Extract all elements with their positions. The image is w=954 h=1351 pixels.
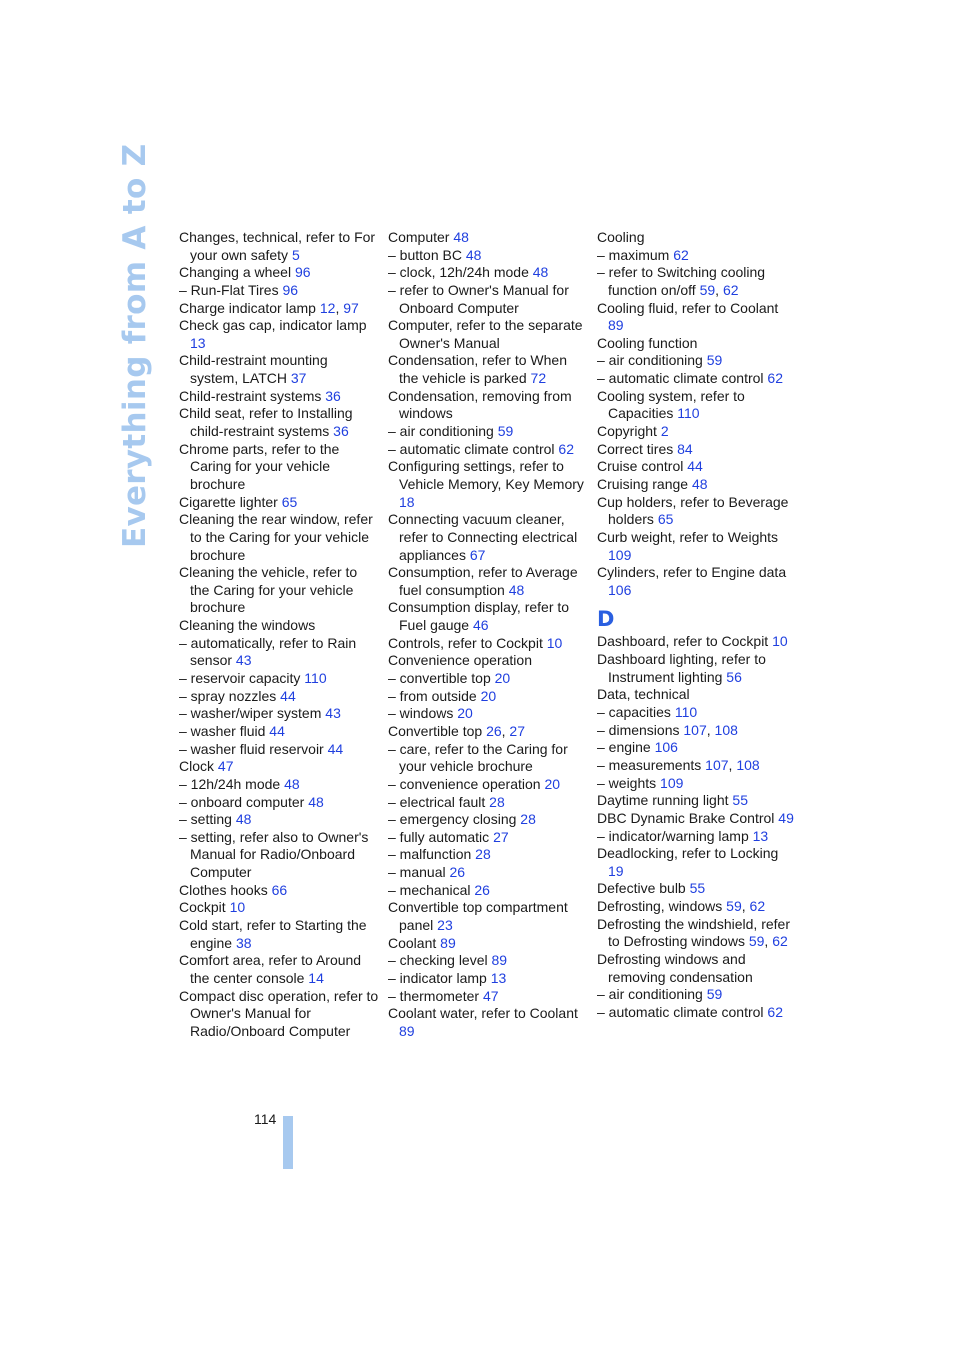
- page-reference-link[interactable]: 59: [748, 933, 765, 950]
- page-reference-link[interactable]: 10: [546, 634, 563, 651]
- page-reference-link[interactable]: 107: [705, 756, 729, 773]
- page-reference-link[interactable]: 20: [494, 670, 511, 687]
- index-entry: [597, 951, 797, 986]
- page-reference-link[interactable]: 19: [608, 862, 624, 879]
- index-subentry: [388, 282, 588, 317]
- index-entry: [597, 423, 797, 441]
- index-subentry: [388, 670, 588, 688]
- index-subentry: [179, 723, 379, 741]
- page-reference-link[interactable]: 89: [399, 1022, 415, 1039]
- entry-text: – Run-Flat Tires: [179, 281, 283, 298]
- entry-text: Convertible top: [388, 722, 487, 739]
- entry-text: Comfort area, refer to Around the center console: [179, 952, 362, 986]
- index-entry: [388, 935, 588, 953]
- index-subentry: [388, 705, 588, 723]
- entry-text: Connecting vacuum cleaner, refer to Connecting electrical appliances: [388, 511, 578, 563]
- entry-text: Compact disc operation, refer to Owner's Manual for Radio/Onboard Computer: [179, 987, 379, 1039]
- entry-text: – maximum: [597, 246, 674, 263]
- index-subentry: [388, 741, 588, 776]
- entry-text: – automatic climate control: [597, 1003, 768, 1020]
- page-reference-link[interactable]: 48: [465, 246, 482, 263]
- index-subentry: [597, 828, 797, 846]
- index-entry: [179, 564, 379, 617]
- entry-text: – indicator/warning lamp: [597, 827, 753, 844]
- index-subentry: [179, 635, 379, 670]
- entry-text: – thermometer: [388, 987, 483, 1004]
- reference-separator: ,: [501, 722, 510, 739]
- entry-text: Cigarette lighter: [179, 493, 282, 510]
- index-entry: [597, 458, 797, 476]
- index-subentry: [388, 864, 588, 882]
- entry-text: Controls, refer to Cockpit: [388, 634, 547, 651]
- index-entry: [388, 388, 588, 423]
- entry-text: Deadlocking, refer to Locking: [597, 845, 779, 862]
- index-entry: [597, 529, 797, 564]
- entry-text: – fully automatic: [388, 828, 494, 845]
- entry-text: – automatic climate control: [597, 370, 768, 387]
- page-reference-link[interactable]: 2: [660, 423, 669, 440]
- entry-text: Consumption display, refer to Fuel gauge: [388, 599, 570, 634]
- index-subentry: [179, 670, 379, 688]
- entry-text: – convenience operation: [388, 775, 545, 792]
- page-reference-link[interactable]: 36: [333, 423, 349, 440]
- index-entry: [597, 810, 797, 828]
- page-reference-link[interactable]: 106: [654, 739, 678, 756]
- entry-text: Child seat, refer to Installing child-restraint systems: [179, 405, 353, 440]
- entry-text: Daytime running light: [597, 792, 733, 809]
- entry-text: – windows: [388, 705, 458, 722]
- index-entry: [388, 352, 588, 387]
- page-reference-link[interactable]: 36: [325, 387, 341, 404]
- page-reference-link[interactable]: 107: [683, 721, 707, 738]
- page-reference-link[interactable]: 48: [453, 229, 469, 245]
- page-reference-link[interactable]: 48: [532, 264, 549, 281]
- index-subentry: [179, 741, 379, 759]
- index-subentry: [388, 988, 588, 1006]
- index-entry: [597, 494, 797, 529]
- entry-text: Correct tires: [597, 440, 678, 457]
- page-reference-link[interactable]: 96: [282, 281, 299, 298]
- entry-text: Defrosting the windshield, refer to Defrosting windows: [597, 915, 790, 950]
- page-reference-link[interactable]: 48: [284, 775, 300, 792]
- entry-text: – automatic climate control: [388, 440, 559, 457]
- index-subentry: [597, 986, 797, 1004]
- index-subentry: [179, 776, 379, 794]
- index-entry: [597, 916, 797, 951]
- page-reference-link[interactable]: 108: [714, 721, 738, 738]
- entry-text: Computer, refer to the separate Owner's Manual: [388, 317, 583, 351]
- index-entry: [179, 899, 379, 917]
- entry-text: Check gas cap, indicator lamp: [179, 317, 367, 334]
- index-column-2: [388, 229, 588, 1040]
- page-reference-link[interactable]: 47: [482, 987, 499, 1004]
- entry-text: Copyright: [597, 423, 661, 440]
- reference-separator: ,: [715, 281, 723, 298]
- index-entry: [179, 882, 379, 900]
- page-reference-link[interactable]: 14: [308, 969, 324, 986]
- reference-separator: ,: [335, 299, 344, 316]
- index-entry: [179, 758, 379, 776]
- index-entry: [597, 476, 797, 494]
- page-reference-link[interactable]: 44: [327, 740, 344, 757]
- entry-text: – measurements: [597, 756, 706, 773]
- page-reference-link[interactable]: 12: [319, 299, 336, 316]
- entry-text: Data, technical: [597, 686, 690, 703]
- entry-text: Defective bulb: [597, 880, 690, 897]
- page-reference-link[interactable]: 67: [469, 546, 486, 563]
- index-entry: [388, 635, 588, 653]
- page-reference-link[interactable]: 106: [608, 581, 632, 598]
- entry-text: Cleaning the rear window, refer to the Caring for your vehicle brochure: [179, 511, 373, 563]
- page-number: 114: [254, 1111, 277, 1127]
- entry-text: Cooling: [597, 229, 645, 245]
- entry-text: Cruise control: [597, 458, 688, 475]
- entry-text: – clock, 12h/24h mode: [388, 264, 533, 281]
- entry-text: DBC Dynamic Brake Control: [597, 809, 779, 826]
- entry-text: – refer to Switching cooling function on/off: [597, 264, 766, 298]
- entry-text: – care, refer to the Caring for your vehicle brochure: [388, 740, 568, 775]
- page-reference-link[interactable]: 13: [490, 969, 507, 986]
- page-reference-link[interactable]: 48: [508, 581, 525, 598]
- index-subentry: [597, 352, 797, 370]
- index-entry: [597, 845, 797, 880]
- page-reference-link[interactable]: 59: [699, 281, 716, 298]
- page-reference-link[interactable]: 20: [480, 687, 497, 704]
- entry-text: Condensation, refer to When the vehicle is parked: [388, 352, 567, 387]
- page-reference-link[interactable]: 20: [457, 705, 473, 722]
- page-reference-link[interactable]: 46: [472, 617, 489, 634]
- page-reference-link[interactable]: 49: [778, 809, 794, 826]
- page-reference-link[interactable]: 110: [674, 704, 698, 721]
- page-reference-link[interactable]: 62: [767, 370, 783, 387]
- index-entry: [597, 564, 797, 599]
- entry-text: Cooling fluid, refer to Coolant: [597, 299, 779, 316]
- page-reference-link[interactable]: 28: [520, 811, 536, 828]
- entry-text: Defrosting windows and removing condensation: [597, 950, 753, 985]
- entry-text: – electrical fault: [388, 793, 490, 810]
- page-reference-link[interactable]: 59: [706, 986, 723, 1003]
- index-subentry: [388, 794, 588, 812]
- entry-text: Consumption, refer to Average fuel consumption: [388, 564, 578, 598]
- entry-text: Changes, technical, refer to For your own safety: [179, 229, 376, 263]
- entry-text: Cooling system, refer to Capacities: [597, 387, 745, 422]
- entry-text: – dimensions: [597, 721, 684, 738]
- entry-text: Computer: [388, 229, 454, 245]
- page-reference-link[interactable]: 59: [706, 352, 723, 369]
- entry-text: Dashboard lighting, refer to Instrument lighting: [597, 651, 766, 685]
- index-entry: [179, 988, 379, 1041]
- entry-text: Convertible top compartment panel: [388, 899, 568, 933]
- page-reference-link[interactable]: 62: [722, 281, 739, 298]
- page-reference-link[interactable]: 97: [343, 299, 359, 316]
- entry-text: – washer fluid: [179, 722, 270, 739]
- page-reference-link[interactable]: 55: [689, 880, 706, 897]
- entry-text: – manual: [388, 864, 450, 881]
- entry-text: – reservoir capacity: [179, 670, 305, 687]
- entry-text: – air conditioning: [597, 986, 707, 1003]
- page-reference-link[interactable]: 27: [493, 828, 509, 845]
- entry-text: – button BC: [388, 246, 466, 263]
- page-reference-link[interactable]: 26: [474, 881, 490, 898]
- index-subentry: [597, 264, 797, 299]
- page-reference-link[interactable]: 62: [772, 933, 788, 950]
- page-reference-link[interactable]: 47: [217, 758, 234, 775]
- index-entry: [597, 388, 797, 423]
- index-entry: [597, 300, 797, 335]
- index-subentry: [388, 423, 588, 441]
- entry-text: – checking level: [388, 952, 492, 969]
- index-entry: [388, 652, 588, 670]
- page-reference-link[interactable]: 56: [726, 668, 742, 685]
- page-reference-link[interactable]: 62: [767, 1003, 783, 1020]
- index-entry: [179, 352, 379, 387]
- index-entry: [597, 441, 797, 459]
- reference-separator: ,: [764, 933, 773, 950]
- entry-text: – washer/wiper system: [179, 705, 326, 722]
- entry-text: Clothes hooks: [179, 881, 272, 898]
- index-subentry: [179, 282, 379, 300]
- entry-text: – air conditioning: [388, 423, 498, 440]
- reference-separator: ,: [728, 756, 737, 773]
- entry-text: – setting: [179, 811, 236, 828]
- entry-text: Cold start, refer to Starting the engine: [179, 916, 367, 951]
- entry-text: Convenience operation: [388, 652, 532, 669]
- page-reference-link[interactable]: 44: [280, 687, 296, 704]
- reference-separator: ,: [706, 721, 715, 738]
- index-entry: [179, 494, 379, 512]
- index-entry: [179, 317, 379, 352]
- entry-text: – onboard computer: [179, 793, 309, 810]
- index-entry: [597, 633, 797, 651]
- letter-heading: D: [597, 607, 615, 632]
- index-entry: [388, 229, 588, 247]
- index-subentry: [597, 370, 797, 388]
- page-reference-link[interactable]: 62: [673, 246, 689, 263]
- entry-text: – air conditioning: [597, 352, 707, 369]
- entry-text: – weights: [597, 774, 661, 791]
- page-reference-link[interactable]: 44: [687, 458, 703, 475]
- index-entry: [179, 300, 379, 318]
- index-subentry: [388, 829, 588, 847]
- index-entry: [597, 229, 797, 247]
- entry-text: Charge indicator lamp: [179, 299, 320, 316]
- entry-text: Cylinders, refer to Engine data: [597, 564, 787, 581]
- index-subentry: [597, 704, 797, 722]
- index-column-1: [179, 229, 379, 1040]
- page-reference-link[interactable]: 109: [608, 546, 632, 563]
- entry-text: Cruising range: [597, 475, 692, 492]
- index-entry: [388, 723, 588, 741]
- page-reference-link[interactable]: 44: [269, 722, 285, 739]
- page-reference-link[interactable]: 62: [749, 898, 766, 915]
- index-entry: [388, 458, 588, 511]
- page-reference-link[interactable]: 20: [544, 775, 561, 792]
- entry-text: Cleaning the windows: [179, 617, 316, 634]
- entry-text: Condensation, removing from windows: [388, 387, 572, 422]
- page-reference-link[interactable]: 23: [437, 916, 453, 933]
- page-reference-link[interactable]: 26: [449, 864, 466, 881]
- page-reference-link[interactable]: 26: [486, 722, 502, 739]
- entry-text: Changing a wheel: [179, 264, 295, 281]
- page-reference-link[interactable]: 65: [281, 493, 298, 510]
- page-reference-link[interactable]: 13: [752, 827, 769, 844]
- page-reference-link[interactable]: 27: [509, 722, 525, 739]
- page-reference-link[interactable]: 48: [308, 793, 324, 810]
- index-entry: [388, 317, 588, 352]
- entry-text: Curb weight, refer to Weights: [597, 528, 779, 545]
- index-entry: [388, 599, 588, 634]
- index-subentry: [388, 952, 588, 970]
- entry-text: Coolant: [388, 934, 441, 951]
- index-subentry: [388, 970, 588, 988]
- page-reference-link[interactable]: 110: [677, 405, 700, 422]
- index-subentry: [597, 739, 797, 757]
- index-subentry: [597, 247, 797, 265]
- entry-text: – from outside: [388, 687, 481, 704]
- page-reference-link[interactable]: 59: [726, 898, 742, 915]
- page-reference-link[interactable]: 37: [290, 370, 307, 387]
- index-subentry: [179, 705, 379, 723]
- entry-text: – capacities: [597, 704, 675, 721]
- index-subentry: [597, 757, 797, 775]
- entry-text: – emergency closing: [388, 811, 521, 828]
- page-reference-link[interactable]: 18: [399, 493, 415, 510]
- page-reference-link[interactable]: 65: [657, 511, 674, 528]
- index-entry: [179, 952, 379, 987]
- index-entry: [597, 898, 797, 916]
- page-reference-link[interactable]: 72: [530, 370, 547, 387]
- entry-text: Child-restraint systems: [179, 387, 326, 404]
- index-entry: [597, 686, 797, 704]
- index-entry: [179, 405, 379, 440]
- page-reference-link[interactable]: 5: [291, 246, 300, 263]
- entry-text: Cleaning the vehicle, refer to the Caring for your vehicle brochure: [179, 564, 358, 616]
- index-subentry: [388, 811, 588, 829]
- page-reference-link[interactable]: 62: [558, 440, 574, 457]
- index-entry: [597, 880, 797, 898]
- entry-text: – automatically, refer to Rain sensor: [179, 634, 357, 669]
- page-reference-link[interactable]: 43: [235, 652, 252, 669]
- index-entry: [179, 917, 379, 952]
- index-entry: [179, 264, 379, 282]
- index-subentry: [388, 846, 588, 864]
- index-subentry: [179, 794, 379, 812]
- entry-text: Cooling function: [597, 334, 698, 351]
- page-reference-link[interactable]: 38: [235, 934, 252, 951]
- page-reference-link[interactable]: 84: [677, 440, 693, 457]
- entry-text: – mechanical: [388, 881, 475, 898]
- index-entry: [179, 617, 379, 635]
- entry-text: Cockpit: [179, 899, 230, 916]
- entry-text: Configuring settings, refer to Vehicle Memory, Key Memory: [388, 458, 584, 492]
- entry-text: Dashboard, refer to Cockpit: [597, 633, 773, 650]
- page-reference-link[interactable]: 108: [736, 756, 760, 773]
- reference-separator: ,: [741, 898, 750, 915]
- index-entry: [179, 511, 379, 564]
- page-reference-link[interactable]: 43: [325, 705, 341, 722]
- entry-text: – convertible top: [388, 670, 495, 687]
- index-column-3: [597, 229, 797, 1022]
- index-subentry: [388, 264, 588, 282]
- entry-text: Clock: [179, 758, 218, 775]
- page-reference-link[interactable]: 89: [491, 952, 508, 969]
- index-entry: [597, 792, 797, 810]
- page-reference-link[interactable]: 28: [489, 793, 505, 810]
- index-entry: [388, 899, 588, 934]
- entry-text: – engine: [597, 739, 655, 756]
- entry-text: – washer fluid reservoir: [179, 740, 328, 757]
- index-entry: [597, 335, 797, 353]
- page-reference-link[interactable]: 59: [497, 423, 514, 440]
- index-subentry: [388, 688, 588, 706]
- index-entry: [388, 511, 588, 564]
- index-entry: [388, 564, 588, 599]
- page-reference-link[interactable]: 10: [772, 633, 788, 650]
- entry-text: Child-restraint mounting system, LATCH: [179, 352, 328, 387]
- index-subentry: [179, 811, 379, 829]
- entry-text: Coolant water, refer to Coolant: [388, 1005, 578, 1022]
- index-entry: [179, 441, 379, 494]
- page-reference-link[interactable]: 48: [691, 475, 708, 492]
- index-entry: [179, 229, 379, 264]
- index-entry: [179, 388, 379, 406]
- entry-text: – refer to Owner's Manual for Onboard Computer: [388, 281, 569, 316]
- index-subentry: [597, 1004, 797, 1022]
- index-subentry: [179, 688, 379, 706]
- entry-text: – malfunction: [388, 846, 476, 863]
- entry-text: Cup holders, refer to Beverage holders: [597, 493, 789, 528]
- entry-text: – 12h/24h mode: [179, 775, 285, 792]
- page-reference-link[interactable]: 13: [190, 334, 206, 351]
- index-subentry: [179, 829, 379, 882]
- page-reference-link[interactable]: 10: [229, 899, 246, 916]
- index-subentry: [388, 882, 588, 900]
- page-reference-link[interactable]: 109: [660, 774, 684, 791]
- entry-text: – setting, refer also to Owner's Manual for Radio/Onboard Computer: [179, 828, 369, 881]
- side-section-title: Everything from A to Z: [117, 143, 153, 548]
- index-subentry: [597, 722, 797, 740]
- page-reference-link[interactable]: 110: [304, 670, 327, 687]
- index-subentry: [388, 441, 588, 459]
- page-reference-link[interactable]: 89: [440, 934, 456, 951]
- page-reference-link[interactable]: 55: [732, 792, 748, 809]
- entry-text: Chrome parts, refer to the Caring for your vehicle brochure: [179, 440, 340, 492]
- index-subentry: [388, 776, 588, 794]
- entry-text: – spray nozzles: [179, 687, 281, 704]
- index-subentry: [597, 775, 797, 793]
- index-subentry: [388, 247, 588, 265]
- index-entry: [388, 1005, 588, 1040]
- page-reference-link[interactable]: 89: [608, 317, 624, 334]
- page-reference-link[interactable]: 48: [235, 811, 252, 828]
- page-reference-link[interactable]: 96: [294, 264, 311, 281]
- page-tab-bar: [283, 1116, 293, 1169]
- page-reference-link[interactable]: 28: [475, 846, 491, 863]
- index-entry: [597, 651, 797, 686]
- page-reference-link[interactable]: 66: [271, 881, 288, 898]
- entry-text: – indicator lamp: [388, 969, 491, 986]
- entry-text: Defrosting, windows: [597, 898, 727, 915]
